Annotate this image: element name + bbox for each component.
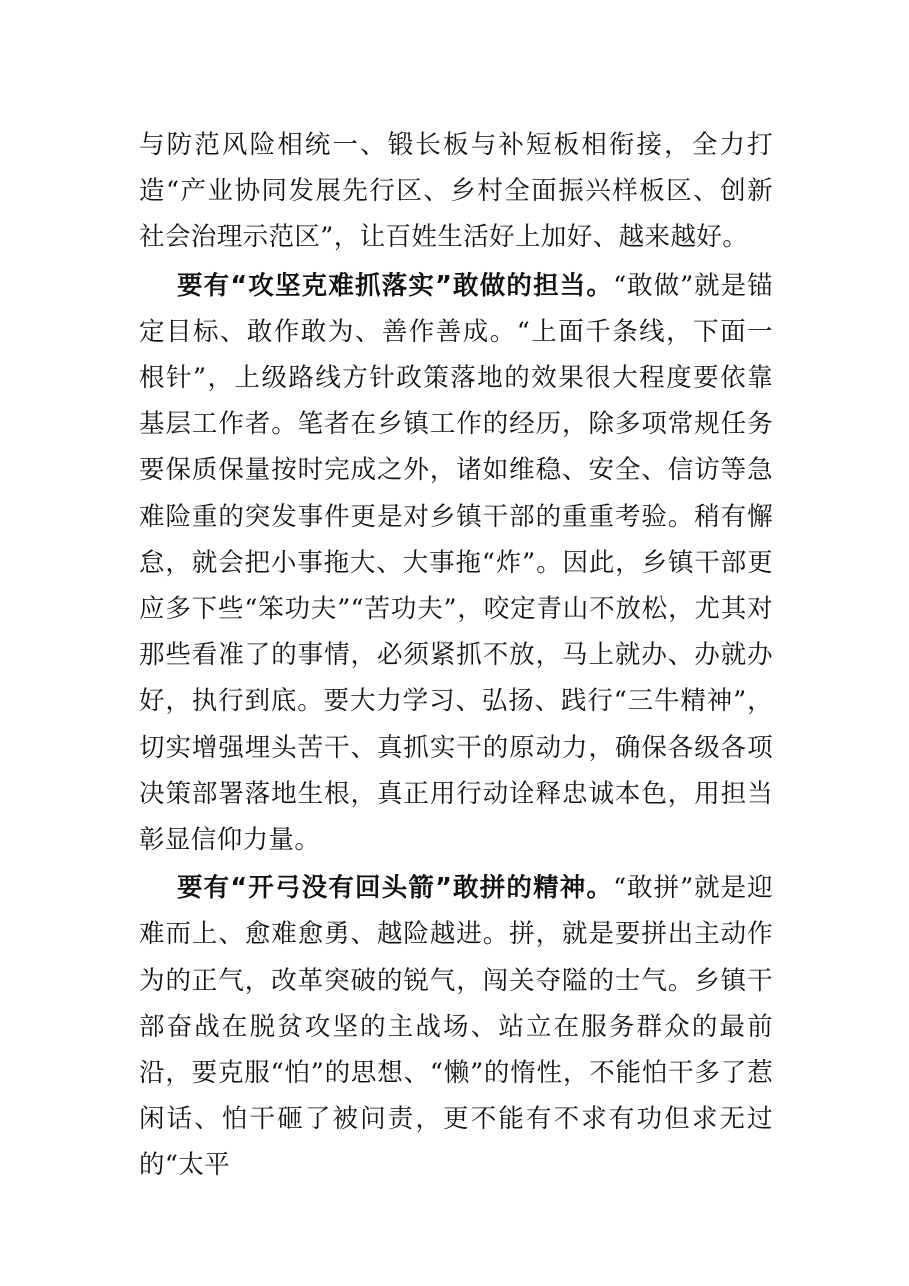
paragraph-lead-heading: 要有“攻坚克难抓落实”敢做的担当。 — [177, 270, 614, 301]
paragraph-body-text: 与防范风险相统一、锻长板与补短板相衔接，全力打造“产业协同发展先行区、乡村全面振兴样板区、创新社会治理示范区”，让百姓生活好上加好、越来越好。 — [139, 130, 773, 253]
paragraph-body-text: “敢拼”就是迎难而上、愈难愈勇、越险越进。拼，就是要拼出主动作为的正气，改革突破的锐气，闯关夺隘的士气。乡镇干部奋战在脱贫攻坚的主战场、站立在服务群众的最前沿，要克服“怕”的思想、“懒”的惰性，不能怕干多了惹闲话、怕干砸了被问责，更不能有不求有功但求无过的“太平 — [139, 873, 773, 1181]
document-body — [139, 122, 773, 1189]
paragraph-continuation — [139, 122, 773, 261]
paragraph-body-text: “敢做”就是锚定目标、敢作敢为、善作善成。“上面千条线，下面一根针”，上级路线方针政策落地的效果很大程度要依靠基层工作者。笔者在乡镇工作的经历，除多项常规任务要保质保量按时完成之外，诸如维稳、安全、信访等急难险重的突发事件更是对乡镇干部的重重考验。稍有懈怠，就会把小事拖大、大事拖“炸”。因此，乡镇干部更应多下些“笨功夫”“苦功夫”，咬定青山不放松，尤其对那些看准了的事情，必须紧抓不放，马上就办、办就办好，执行到底。要大力学习、弘扬、践行“三牛精神”，切实增强埋头苦干、真抓实干的原动力，确保各级各项决策部署落地生根，真正用行动诠释忠诚本色，用担当彰显信仰力量。 — [139, 270, 773, 856]
paragraph-dare-to-do — [139, 263, 773, 864]
paragraph-dare-to-strive — [139, 865, 773, 1188]
paragraph-lead-heading: 要有“开弓没有回头箭”敢拼的精神。 — [177, 873, 614, 904]
